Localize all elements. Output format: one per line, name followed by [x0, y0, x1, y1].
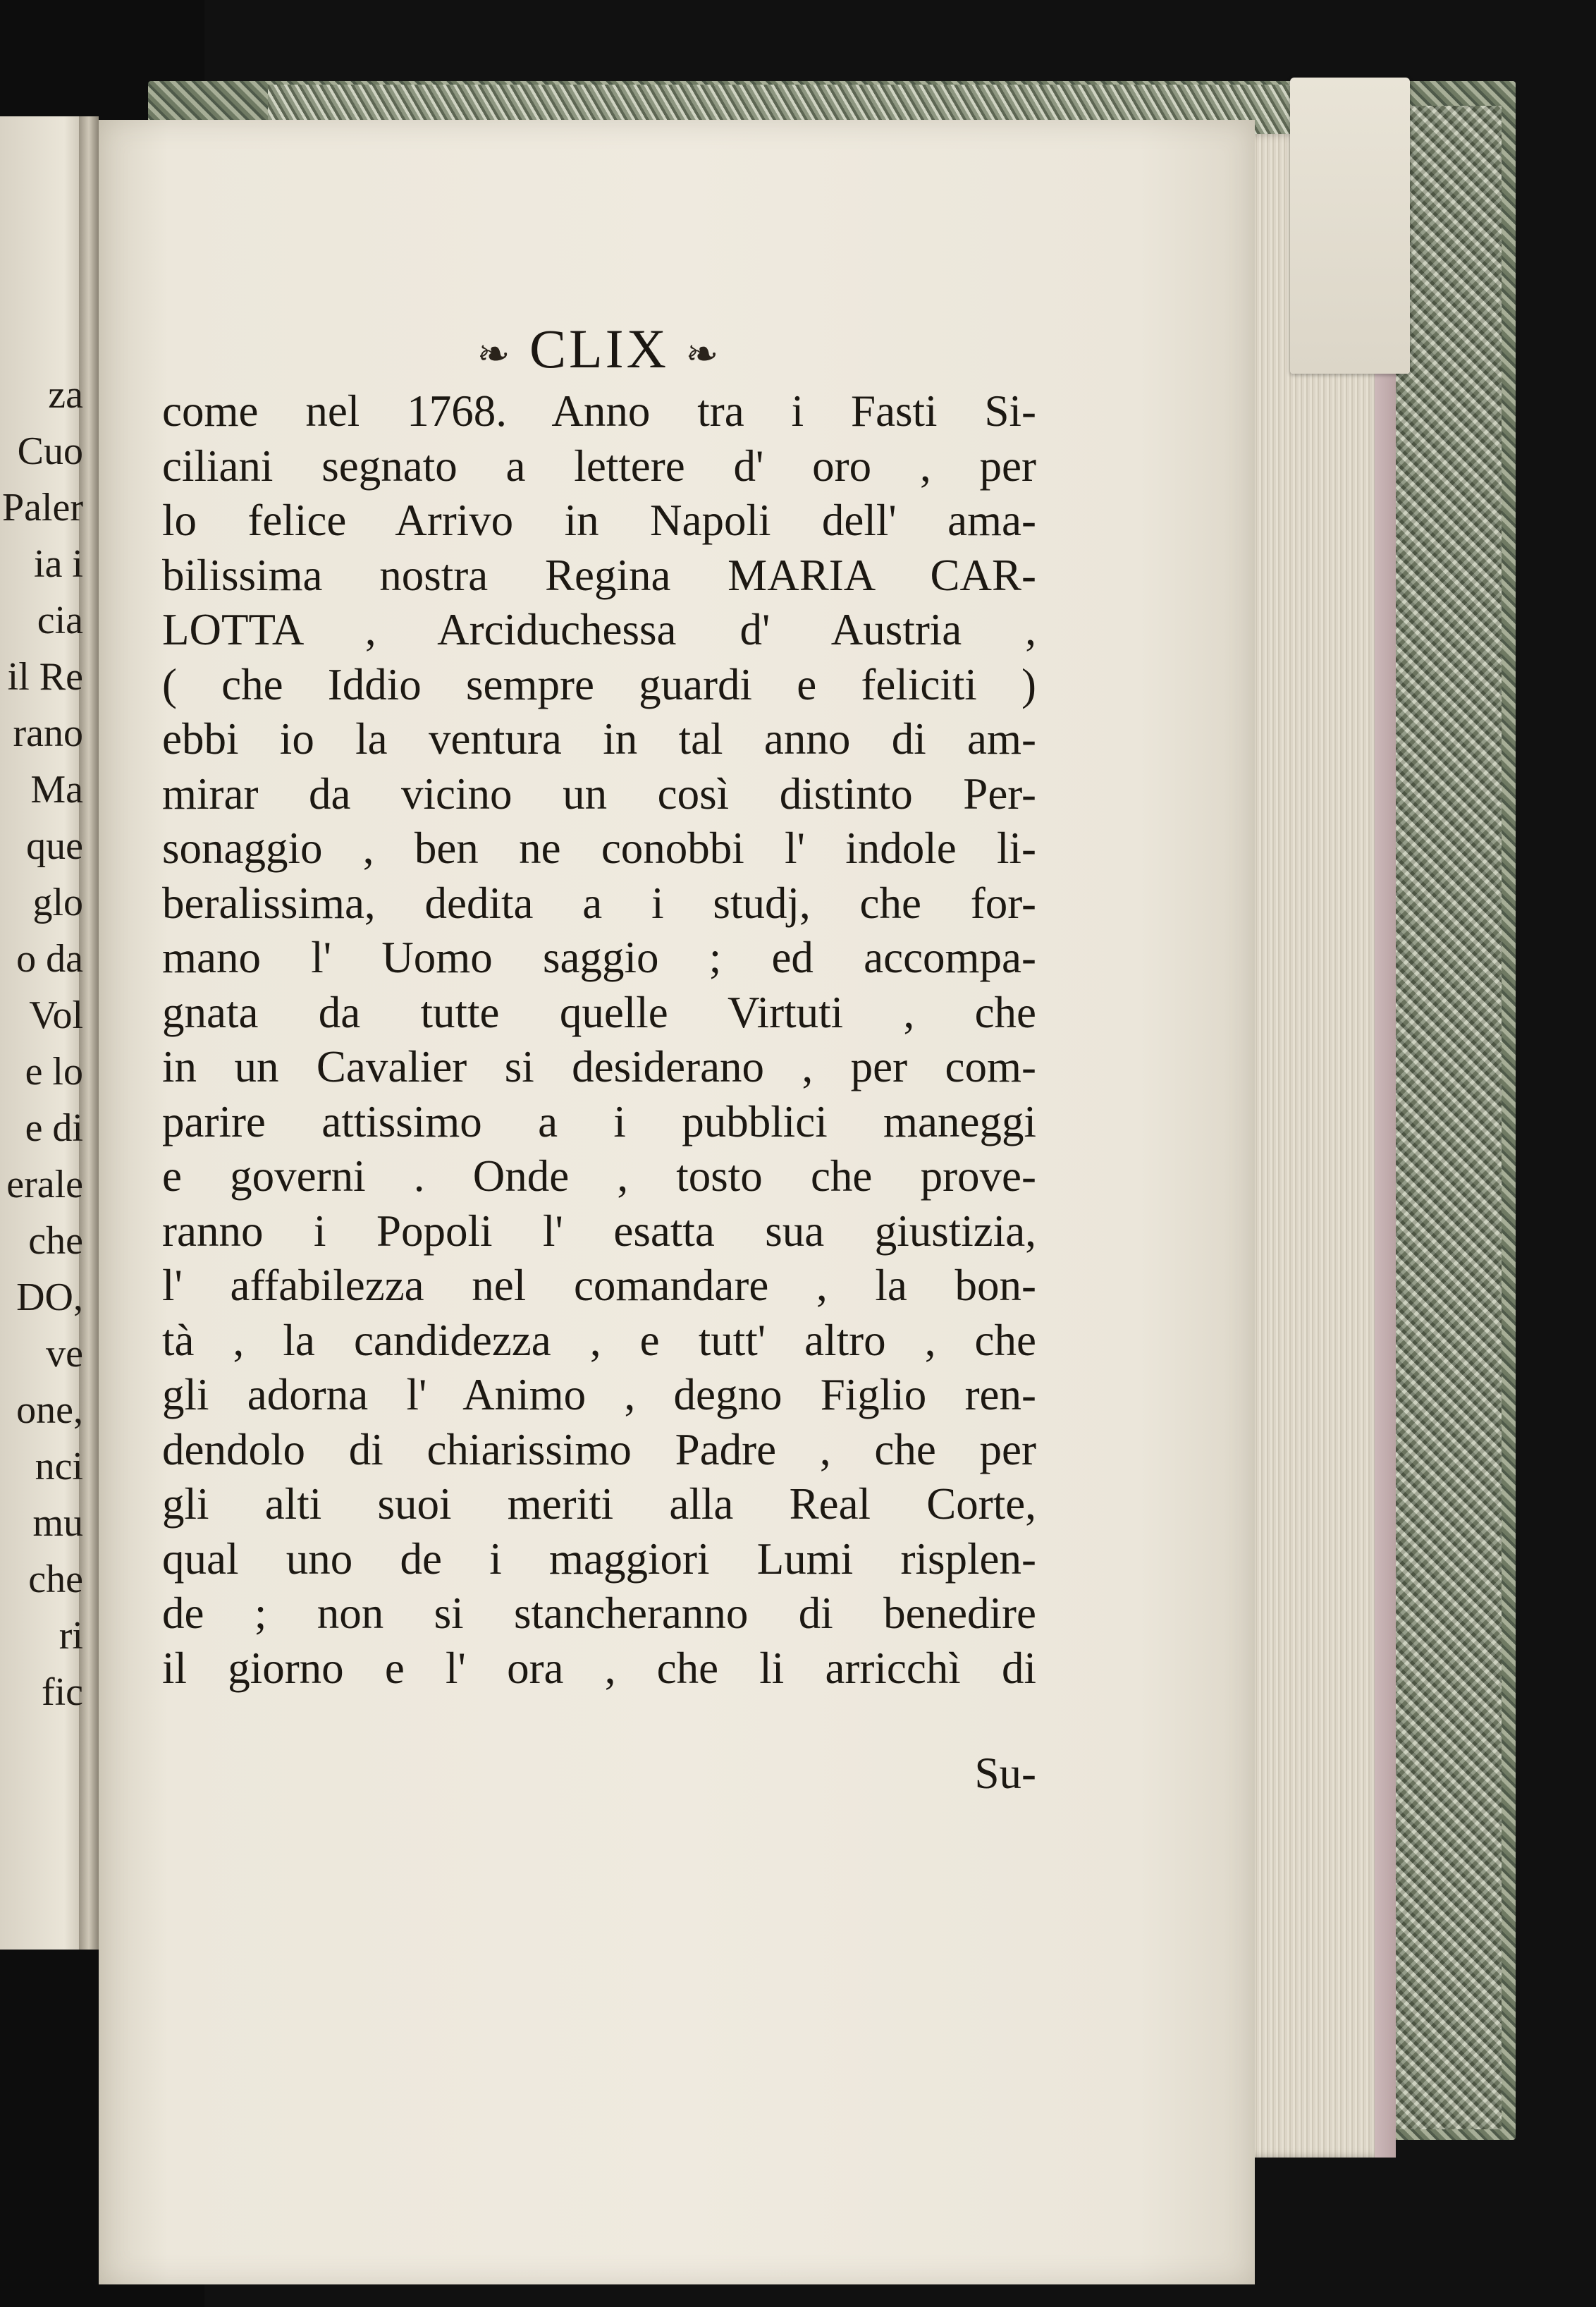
paper-tab [1290, 78, 1410, 374]
left-page-text [0, 367, 83, 1720]
fleuron-icon: ❧ [685, 333, 722, 377]
left-page-fragment: il Re [7, 655, 83, 699]
catchword: Su- [974, 1749, 1036, 1798]
left-page-fragment: e lo [25, 1050, 83, 1094]
left-page-fragment: rano [13, 711, 83, 755]
left-page-fragment: Paler [1, 486, 83, 530]
text-line: bilissima nostra Regina MARIA CAR- [162, 550, 1036, 600]
left-page-fragment: one, [16, 1388, 83, 1432]
text-line: e governi . Onde , tosto che prove- [162, 1151, 1036, 1201]
text-line: beralissima, dedita a i studj, che for- [162, 878, 1036, 928]
left-page-fragment: ri [59, 1614, 83, 1658]
left-page-fragment: glo [32, 881, 83, 924]
colored-page-edge [1375, 134, 1396, 2158]
text-line: sonaggio , ben ne conobbi l' indole li- [162, 824, 1036, 873]
text-line: gli alti suoi meriti alla Real Corte, [162, 1479, 1036, 1529]
text-line: de ; non si stancheranno di benedire [162, 1589, 1036, 1638]
text-line: mano l' Uomo saggio ; ed accompa- [162, 933, 1036, 982]
left-page-fragment: DO, [16, 1275, 83, 1319]
background-dark-right [1509, 0, 1596, 2307]
text-line: gli adorna l' Animo , degno Figlio ren- [162, 1370, 1036, 1419]
left-page-fragment: che [28, 1219, 83, 1263]
left-page-fragment: ve [46, 1332, 83, 1376]
left-page-fragment: que [26, 824, 83, 868]
text-line: mirar da vicino un così distinto Per- [162, 769, 1036, 819]
text-line: ranno i Popoli l' esatta sua giustizia, [162, 1206, 1036, 1256]
text-line: LOTTA , Arciduchessa d' Austria , [162, 605, 1036, 654]
text-line: il giorno e l' ora , che li arricchì di [162, 1643, 1036, 1693]
page-number: CLIX [529, 318, 669, 379]
running-head [423, 314, 775, 384]
page-edges [1248, 134, 1382, 2158]
left-page-fragment: fic [41, 1670, 83, 1714]
left-page-fragment: cia [37, 599, 83, 642]
left-page-fragment: ia i [34, 542, 83, 586]
left-page-fragment: erale [6, 1163, 83, 1206]
left-page-fragment: Ma [30, 768, 83, 812]
text-line: come nel 1768. Anno tra i Fasti Si- [162, 386, 1036, 436]
text-line: tà , la candidezza , e tutt' altro , che [162, 1315, 1036, 1365]
text-line: qual uno de i maggiori Lumi risplen- [162, 1534, 1036, 1584]
text-line: l' affabilezza nel comandare , la bon- [162, 1261, 1036, 1310]
left-page-fragment: Cuo [17, 429, 83, 473]
text-line: dendolo di chiarissimo Padre , che per [162, 1424, 1036, 1474]
body-text [162, 384, 1036, 1696]
left-page-fragment: nci [35, 1445, 83, 1488]
left-page-fragment: che [28, 1558, 83, 1601]
text-line: in un Cavalier si desiderano , per com- [162, 1042, 1036, 1091]
left-page-fragment: e di [25, 1106, 83, 1150]
text-line: lo felice Arrivo in Napoli dell' ama- [162, 496, 1036, 545]
text-line: parire attissimo a i pubblici maneggi [162, 1096, 1036, 1146]
left-page-fragment: Vol [29, 993, 83, 1037]
text-line: ( che Iddio sempre guardi e feliciti ) [162, 659, 1036, 709]
text-line: gnata da tutte quelle Virtuti , che [162, 987, 1036, 1037]
text-line: ciliani segnato a lettere d' oro , per [162, 441, 1036, 491]
left-page-fragment: mu [32, 1501, 83, 1545]
fleuron-icon: ❧ [477, 333, 513, 377]
left-page-fragment: o da [16, 937, 83, 981]
text-line: ebbi io la ventura in tal anno di am- [162, 714, 1036, 764]
left-page-fragment: za [48, 373, 83, 417]
